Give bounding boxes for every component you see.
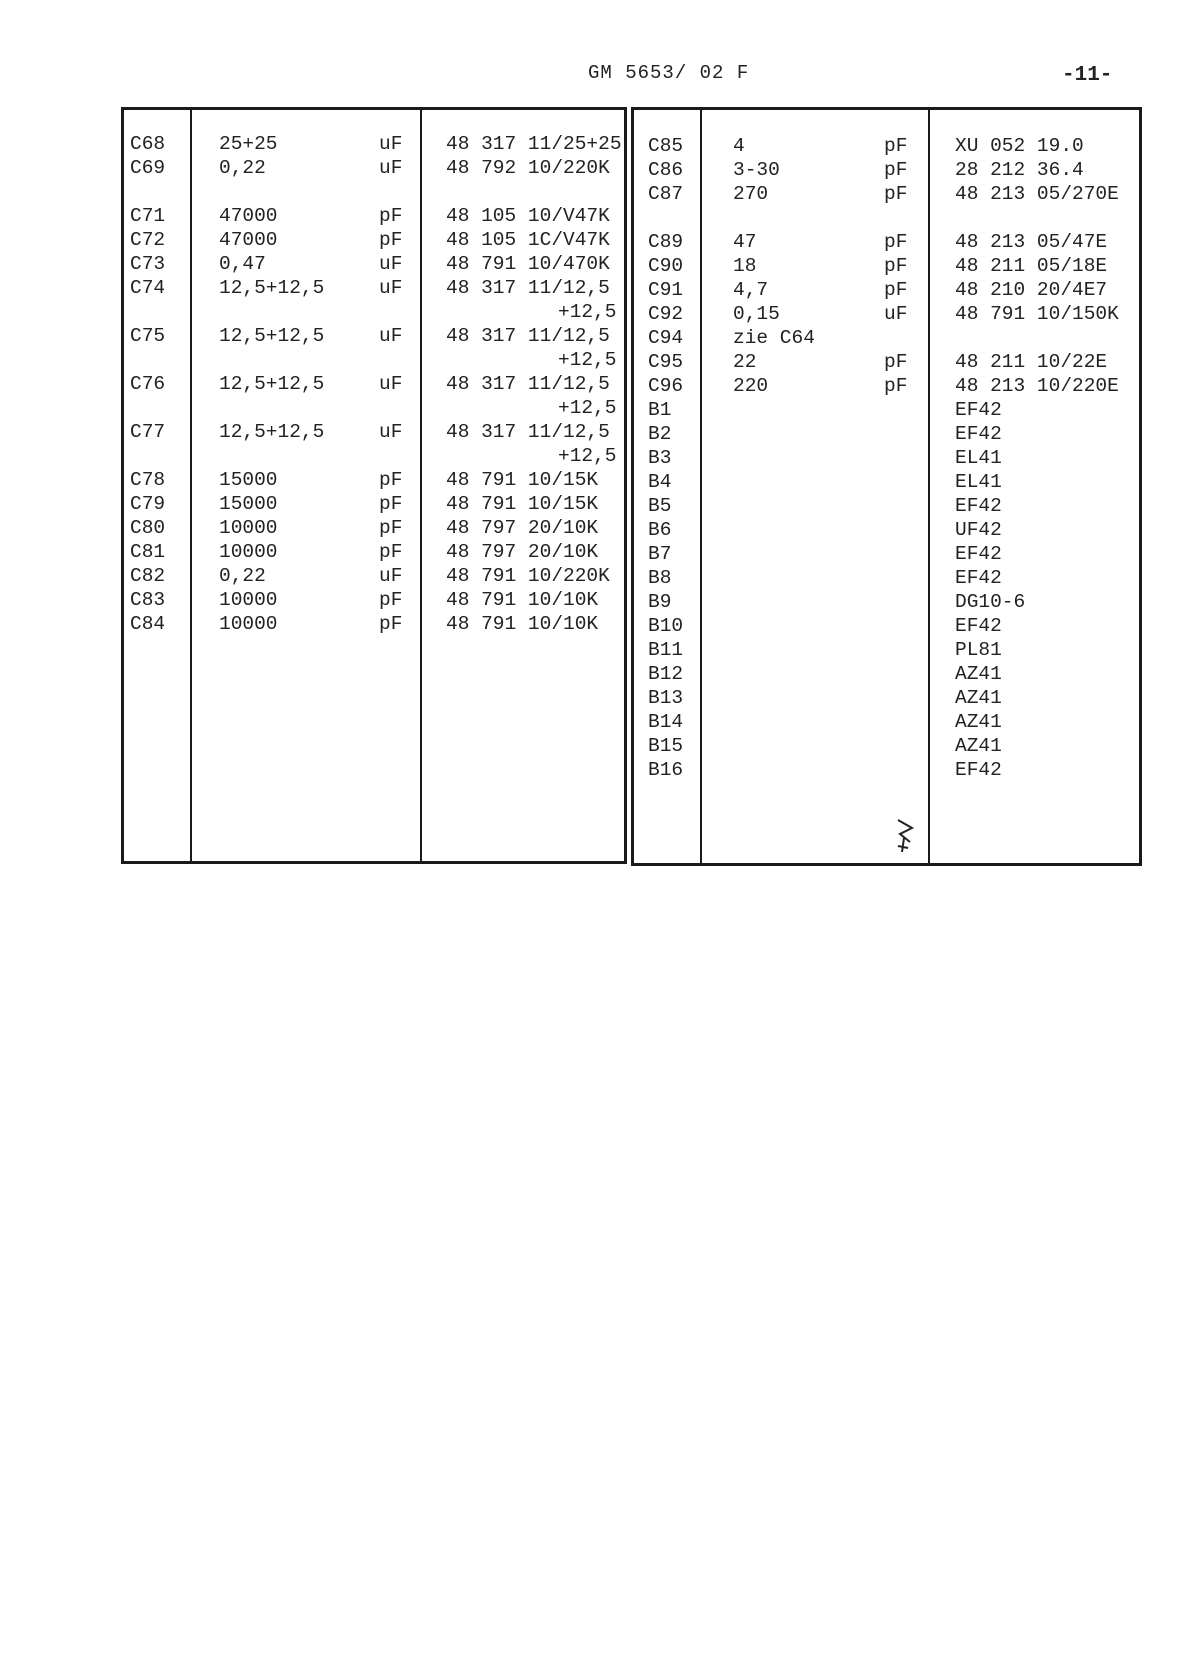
table-row: [124, 204, 624, 228]
part-unit: uF: [379, 421, 403, 443]
table-row: [634, 638, 1139, 662]
table-row: [634, 446, 1139, 470]
part-code: 48 792 10/220K: [446, 157, 610, 179]
table-row: [634, 350, 1139, 374]
table-row: [634, 230, 1139, 254]
part-code: EF42: [955, 495, 1002, 517]
part-ref: C95: [648, 351, 684, 373]
part-unit: uF: [379, 157, 403, 179]
part-ref: C72: [130, 229, 166, 251]
part-unit: pF: [379, 589, 403, 611]
page-number: -11-: [1062, 64, 1113, 87]
table-row: [634, 518, 1139, 542]
part-unit: pF: [884, 183, 908, 205]
table-row: [634, 302, 1139, 326]
part-ref: B12: [648, 663, 684, 685]
part-ref: C73: [130, 253, 166, 275]
part-unit: uF: [379, 277, 403, 299]
part-ref: C83: [130, 589, 166, 611]
part-ref: C86: [648, 159, 684, 181]
part-value: 15000: [219, 493, 278, 515]
part-ref: C68: [130, 133, 166, 155]
table-row: [634, 590, 1139, 614]
part-code: 48 791 10/10K: [446, 613, 599, 635]
part-code: EF42: [955, 543, 1002, 565]
table-row: [634, 734, 1139, 758]
part-code: 48 317 11/12,5: [446, 421, 610, 443]
part-code: 48 317 11/12,5: [446, 373, 610, 395]
part-value: 47000: [219, 205, 278, 227]
part-ref: B8: [648, 567, 672, 589]
table-row: [634, 134, 1139, 158]
table-row: [124, 516, 624, 540]
initials-signature-icon: [892, 816, 918, 856]
table-row: [634, 398, 1139, 422]
part-code: 48 105 1C/V47K: [446, 229, 610, 251]
part-ref: B9: [648, 591, 672, 613]
part-code: 48 791 10/150K: [955, 303, 1119, 325]
part-ref: B10: [648, 615, 684, 637]
part-value: 12,5+12,5: [219, 325, 325, 347]
parts-table-right: [631, 107, 1142, 866]
table-row: [634, 254, 1139, 278]
part-unit: uF: [379, 253, 403, 275]
part-code: 48 791 10/220K: [446, 565, 610, 587]
part-unit: pF: [379, 541, 403, 563]
part-ref: B13: [648, 687, 684, 709]
part-code-continuation: +12,5: [558, 349, 617, 371]
table-row: [124, 228, 624, 252]
part-value: 0,47: [219, 253, 266, 275]
part-code: AZ41: [955, 687, 1002, 709]
part-code: DG10-6: [955, 591, 1026, 613]
part-code: 48 791 10/15K: [446, 469, 599, 491]
table-row: [124, 492, 624, 516]
part-ref: B15: [648, 735, 684, 757]
table-row: [634, 326, 1139, 350]
part-ref: B7: [648, 543, 672, 565]
part-unit: pF: [884, 279, 908, 301]
part-ref: C85: [648, 135, 684, 157]
part-code: 48 105 10/V47K: [446, 205, 610, 227]
part-value: 4,7: [733, 279, 769, 301]
table-row: [634, 542, 1139, 566]
part-value: zie C64: [733, 327, 815, 349]
part-value: 15000: [219, 469, 278, 491]
table-row: [634, 158, 1139, 182]
table-row: [124, 132, 624, 156]
part-value: 270: [733, 183, 769, 205]
part-unit: pF: [884, 159, 908, 181]
table-row: [124, 276, 624, 323]
part-unit: uF: [379, 133, 403, 155]
part-value: 10000: [219, 517, 278, 539]
part-code: EF42: [955, 423, 1002, 445]
part-ref: C87: [648, 183, 684, 205]
part-value: 22: [733, 351, 757, 373]
part-code: 48 213 05/47E: [955, 231, 1108, 253]
part-code: 48 791 10/10K: [446, 589, 599, 611]
part-value: 220: [733, 375, 769, 397]
part-value: 0,22: [219, 565, 266, 587]
table-row: [634, 182, 1139, 206]
table-row: [634, 422, 1139, 446]
table-row: [124, 252, 624, 276]
page-header: [0, 58, 1190, 88]
part-code: AZ41: [955, 735, 1002, 757]
part-code: EF42: [955, 615, 1002, 637]
table-row: [634, 614, 1139, 638]
table-row: [634, 686, 1139, 710]
part-code: 48 210 20/4E7: [955, 279, 1108, 301]
part-ref: C74: [130, 277, 166, 299]
part-ref: C76: [130, 373, 166, 395]
part-code: EL41: [955, 447, 1002, 469]
part-value: 10000: [219, 541, 278, 563]
part-ref: C78: [130, 469, 166, 491]
part-code: 48 213 05/270E: [955, 183, 1119, 205]
part-ref: B6: [648, 519, 672, 541]
part-code: AZ41: [955, 711, 1002, 733]
part-ref: C77: [130, 421, 166, 443]
part-value: 10000: [219, 589, 278, 611]
part-code: 28 212 36.4: [955, 159, 1084, 181]
table-row: [124, 612, 624, 636]
part-code: 48 211 10/22E: [955, 351, 1108, 373]
table-row: [124, 372, 624, 419]
table-row: [124, 156, 624, 180]
table-row: [634, 710, 1139, 734]
part-unit: pF: [379, 517, 403, 539]
part-ref: B5: [648, 495, 672, 517]
part-code-continuation: +12,5: [558, 397, 617, 419]
part-value: 12,5+12,5: [219, 277, 325, 299]
part-code: 48 213 10/220E: [955, 375, 1119, 397]
part-unit: pF: [379, 229, 403, 251]
part-unit: pF: [379, 613, 403, 635]
part-value: 3-30: [733, 159, 780, 181]
part-ref: B11: [648, 639, 684, 661]
part-unit: uF: [379, 373, 403, 395]
part-value: 47: [733, 231, 757, 253]
part-unit: uF: [379, 565, 403, 587]
part-ref: C96: [648, 375, 684, 397]
part-ref: C89: [648, 231, 684, 253]
part-value: 0,15: [733, 303, 780, 325]
table-row: [124, 564, 624, 588]
part-unit: pF: [884, 375, 908, 397]
part-code: 48 211 05/18E: [955, 255, 1108, 277]
part-code-continuation: +12,5: [558, 301, 617, 323]
part-code: 48 797 20/10K: [446, 541, 599, 563]
part-code: UF42: [955, 519, 1002, 541]
part-value: 18: [733, 255, 757, 277]
part-unit: pF: [379, 469, 403, 491]
part-code: AZ41: [955, 663, 1002, 685]
part-ref: C91: [648, 279, 684, 301]
part-ref: C80: [130, 517, 166, 539]
part-unit: pF: [379, 493, 403, 515]
table-row: [124, 324, 624, 371]
table-row: [634, 278, 1139, 302]
part-unit: pF: [379, 205, 403, 227]
part-value: 4: [733, 135, 745, 157]
part-ref: B3: [648, 447, 672, 469]
parts-table-left: [121, 107, 627, 864]
part-ref: C82: [130, 565, 166, 587]
table-row: [124, 540, 624, 564]
table-row: [634, 494, 1139, 518]
part-ref: B16: [648, 759, 684, 781]
part-unit: uF: [379, 325, 403, 347]
part-unit: pF: [884, 231, 908, 253]
part-code: 48 797 20/10K: [446, 517, 599, 539]
part-ref: C90: [648, 255, 684, 277]
part-code: 48 791 10/470K: [446, 253, 610, 275]
part-ref: C81: [130, 541, 166, 563]
part-ref: C75: [130, 325, 166, 347]
part-ref: C71: [130, 205, 166, 227]
table-row: [634, 758, 1139, 782]
part-unit: uF: [884, 303, 908, 325]
part-code: 48 791 10/15K: [446, 493, 599, 515]
table-row: [634, 374, 1139, 398]
part-code: 48 317 11/25+25: [446, 133, 622, 155]
part-ref: C92: [648, 303, 684, 325]
part-ref: C94: [648, 327, 684, 349]
part-ref: B1: [648, 399, 672, 421]
part-code: PL81: [955, 639, 1002, 661]
part-code: EF42: [955, 567, 1002, 589]
part-value: 12,5+12,5: [219, 373, 325, 395]
part-ref: B2: [648, 423, 672, 445]
table-row: [124, 468, 624, 492]
part-value: 25+25: [219, 133, 278, 155]
part-value: 0,22: [219, 157, 266, 179]
part-code: 48 317 11/12,5: [446, 325, 610, 347]
part-code: EF42: [955, 399, 1002, 421]
part-ref: B14: [648, 711, 684, 733]
table-row: [634, 470, 1139, 494]
part-code-continuation: +12,5: [558, 445, 617, 467]
part-unit: pF: [884, 351, 908, 373]
part-unit: pF: [884, 135, 908, 157]
table-row: [124, 588, 624, 612]
table-row: [124, 420, 624, 467]
part-unit: pF: [884, 255, 908, 277]
part-value: 10000: [219, 613, 278, 635]
part-value: 12,5+12,5: [219, 421, 325, 443]
part-ref: C84: [130, 613, 166, 635]
part-value: 47000: [219, 229, 278, 251]
part-code: EF42: [955, 759, 1002, 781]
part-ref: B4: [648, 471, 672, 493]
part-code: EL41: [955, 471, 1002, 493]
document-code: GM 5653/ 02 F: [588, 62, 750, 84]
table-row: [634, 566, 1139, 590]
part-code: 48 317 11/12,5: [446, 277, 610, 299]
part-ref: C79: [130, 493, 166, 515]
table-row: [634, 662, 1139, 686]
part-code: XU 052 19.0: [955, 135, 1084, 157]
part-ref: C69: [130, 157, 166, 179]
